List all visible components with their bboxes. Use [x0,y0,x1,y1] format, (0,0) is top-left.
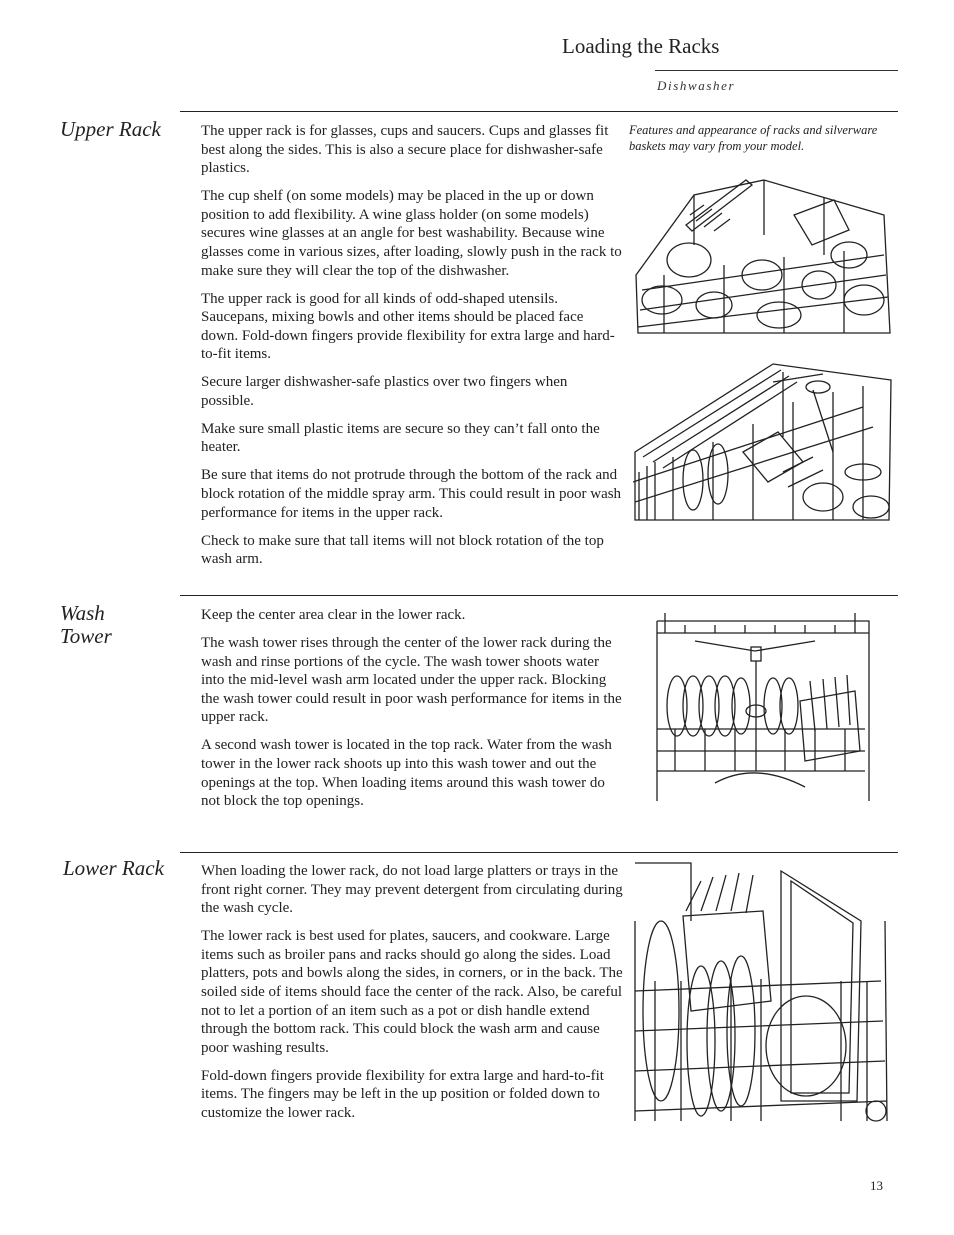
paragraph: Keep the center area clear in the lower rack. [201,607,466,623]
paragraph: When loading the lower rack, do not load large platters or trays in the front right corner. They may prevent detergent from circulating during the wash cycle. [201,863,623,917]
page-subtitle: Dishwasher [657,78,736,93]
figure-caption: Features and appearance of racks and silverware baskets may vary from your model. [629,123,878,153]
page-title: Loading the Racks [562,34,720,58]
paragraph: The upper rack is good for all kinds of odd-shaped utensils. Saucepans, mixing bowls and other items should be placed face down. Fold-down fingers provide flexibility for extra large and hard-to-fit items. [201,290,615,363]
paragraph: A second wash tower is located in the top rack. Water from the wash tower in the lower rack shoots up into this wash tower and out the openings at the top. When loading items around this wash tower do not block the top openings. [201,737,612,810]
paragraph: Make sure small plastic items are secure so they can’t fall onto the heater. [201,420,600,456]
section-heading-lower-rack: Lower Rack [63,856,164,880]
section-divider-lower [180,852,898,853]
paragraph: Secure larger dishwasher-safe plastics over two fingers when possible. [201,374,568,409]
paragraph: Be sure that items do not protrude through the bottom of the rack and block rotation of the middle spray arm. This could result in poor wash performance for items in the upper rack. [201,467,622,521]
section-heading-wash-tower [60,602,112,648]
upper-rack-cups-illustration [634,175,892,335]
lower-rack-text [201,862,623,1132]
section-divider-upper [180,111,898,112]
paragraph: Fold-down fingers provide flexibility for extra large and hard-to-fit items. The fingers may be left in the up position or folded down to customize the lower rack. [201,1067,604,1121]
section-divider-wash [180,595,898,596]
page-number: 13 [870,1178,883,1193]
paragraph: The wash tower rises through the center of the lower rack during the wash and rinse portions of the cycle. The wash tower shoots water into the mid-level wash arm located under the upper rack. Blocking the wash tower could result in poor wash performance for items in the upper rack. [201,634,622,726]
paragraph: The lower rack is best used for plates, saucers, and cookware. Large items such as broiler pans and racks should go along the sides. Load platters, pots and bowls along the sides, in corners, or in the back. The soiled side of items should face the center of the rack. Also, be careful not to let a portion of an item such as a pot or dish handle extend through the bottom rack. This could block the wash arm and cause poor washing results. [201,928,623,1056]
section-heading-upper-rack: Upper Rack [60,117,161,141]
heading-line: Tower [60,624,112,648]
upper-rack-text [201,122,623,578]
wash-tower-illustration [655,611,873,805]
heading-line: Wash [60,601,105,625]
paragraph: The upper rack is for glasses, cups and saucers. Cups and glasses fit best along the sides. This is also a secure place for dishwasher-safe plastics. [201,123,609,177]
paragraph: Check to make sure that tall items will not block rotation of the top wash arm. [201,532,604,568]
wash-tower-text [201,606,623,820]
upper-rack-wine-glass-illustration [633,362,893,522]
title-rule [655,70,898,71]
lower-rack-illustration [631,861,891,1123]
paragraph: The cup shelf (on some models) may be placed in the up or down position to add flexibility. A wine glass holder (on some models) secures wine glasses at an angle for best washability. Because wine glasses come in various sizes, after loading, slowly push in the rack to make sure they will clear the top of the dishwasher. [201,188,622,279]
